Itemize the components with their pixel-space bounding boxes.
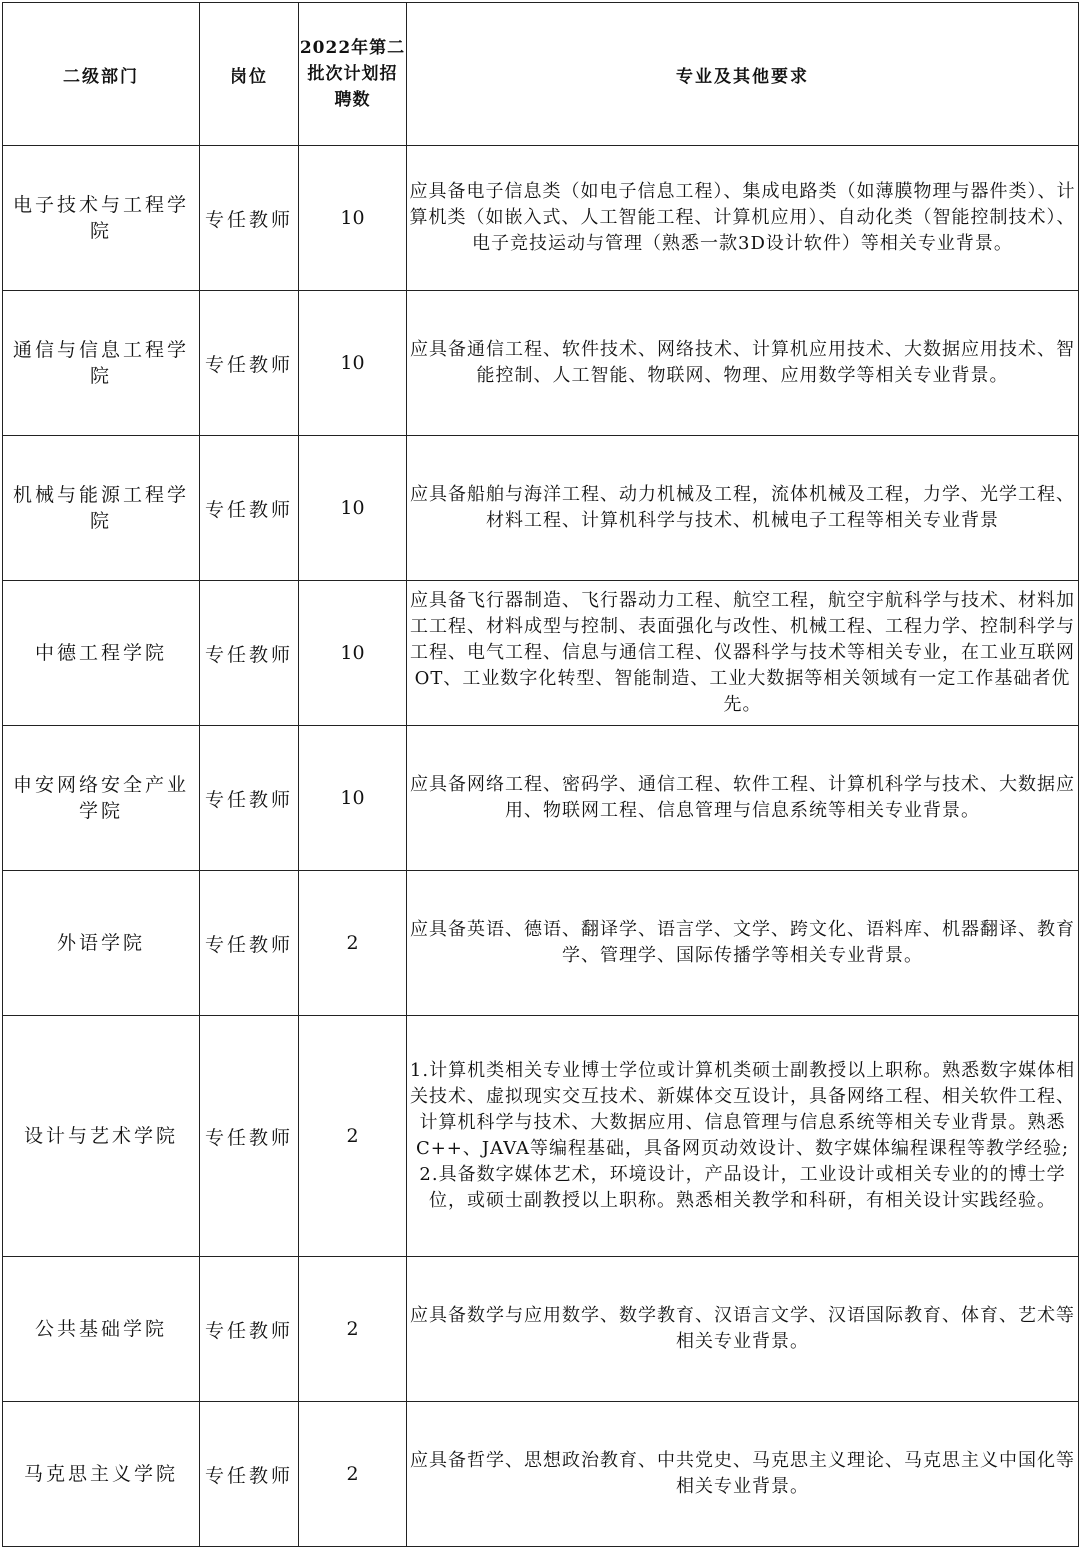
table-row bbox=[3, 436, 1079, 581]
req-cell: 应具备飞行器制造、飞行器动力工程、航空工程，航空宇航科学与技术、材料加工工程、材料成型与控制、表面强化与改性、机械工程、工程力学、控制科学与工程、电气工程、信息与通信工程、仪器科学与技术等相关专业，在工业互联网OT、工业数字化转型、智能制造、工业大数据等相关领域有一定工作基础者优先。 bbox=[407, 581, 1079, 726]
post-cell: 专任教师 bbox=[200, 1016, 299, 1257]
post-cell: 专任教师 bbox=[200, 1402, 299, 1547]
dept-cell: 马克思主义学院 bbox=[3, 1402, 200, 1547]
header-num: 2022年第二批次计划招聘数 bbox=[299, 3, 407, 146]
table-row bbox=[3, 1257, 1079, 1402]
num-cell: 10 bbox=[299, 581, 407, 726]
table-row bbox=[3, 581, 1079, 726]
recruitment-table bbox=[2, 2, 1079, 1547]
num-cell: 10 bbox=[299, 146, 407, 291]
dept-cell: 机械与能源工程学院 bbox=[3, 436, 200, 581]
post-cell: 专任教师 bbox=[200, 436, 299, 581]
num-cell: 10 bbox=[299, 291, 407, 436]
num-cell: 10 bbox=[299, 726, 407, 871]
num-cell: 2 bbox=[299, 1257, 407, 1402]
table-row bbox=[3, 1402, 1079, 1547]
table-row bbox=[3, 291, 1079, 436]
header-row bbox=[3, 3, 1079, 146]
table-row bbox=[3, 726, 1079, 871]
num-cell: 10 bbox=[299, 436, 407, 581]
post-cell: 专任教师 bbox=[200, 146, 299, 291]
dept-cell: 公共基础学院 bbox=[3, 1257, 200, 1402]
num-cell: 2 bbox=[299, 871, 407, 1016]
dept-cell: 外语学院 bbox=[3, 871, 200, 1016]
req-cell: 应具备船舶与海洋工程、动力机械及工程，流体机械及工程，力学、光学工程、材料工程、计算机科学与技术、机械电子工程等相关专业背景 bbox=[407, 436, 1079, 581]
post-cell: 专任教师 bbox=[200, 1257, 299, 1402]
num-cell: 2 bbox=[299, 1016, 407, 1257]
post-cell: 专任教师 bbox=[200, 581, 299, 726]
dept-cell: 通信与信息工程学院 bbox=[3, 291, 200, 436]
header-req: 专业及其他要求 bbox=[407, 3, 1079, 146]
req-cell: 应具备网络工程、密码学、通信工程、软件工程、计算机科学与技术、大数据应用、物联网工程、信息管理与信息系统等相关专业背景。 bbox=[407, 726, 1079, 871]
req-cell: 应具备数学与应用数学、数学教育、汉语言文学、汉语国际教育、体育、艺术等相关专业背景。 bbox=[407, 1257, 1079, 1402]
req-cell: 应具备电子信息类（如电子信息工程）、集成电路类（如薄膜物理与器件类）、计算机类（如嵌入式、人工智能工程、计算机应用）、自动化类（智能控制技术）、电子竞技运动与管理（熟悉一款3D设计软件）等相关专业背景。 bbox=[407, 146, 1079, 291]
post-cell: 专任教师 bbox=[200, 726, 299, 871]
req-cell: 应具备英语、德语、翻译学、语言学、文学、跨文化、语料库、机器翻译、教育学、管理学、国际传播学等相关专业背景。 bbox=[407, 871, 1079, 1016]
req-cell: 1.计算机类相关专业博士学位或计算机类硕士副教授以上职称。熟悉数字媒体相关技术、虚拟现实交互技术、新媒体交互设计，具备网络工程、相关软件工程、计算机科学与技术、大数据应用、信息管理与信息系统等相关专业背景。熟悉C++、JAVA等编程基础，具备网页动效设计、数字媒体编程课程等教学经验; 2.具备数字媒体艺术，环境设计，产品设计，工业设计或相关专业的的博士学位，或硕士副教授以上职称。熟悉相关教学和科研，有相关设计实践经验。 bbox=[407, 1016, 1079, 1257]
header-post: 岗位 bbox=[200, 3, 299, 146]
table-row bbox=[3, 871, 1079, 1016]
post-cell: 专任教师 bbox=[200, 291, 299, 436]
num-cell: 2 bbox=[299, 1402, 407, 1547]
table-row bbox=[3, 1016, 1079, 1257]
req-cell: 应具备通信工程、软件技术、网络技术、计算机应用技术、大数据应用技术、智能控制、人工智能、物联网、物理、应用数学等相关专业背景。 bbox=[407, 291, 1079, 436]
post-cell: 专任教师 bbox=[200, 871, 299, 1016]
req-cell: 应具备哲学、思想政治教育、中共党史、马克思主义理论、马克思主义中国化等相关专业背景。 bbox=[407, 1402, 1079, 1547]
dept-cell: 电子技术与工程学院 bbox=[3, 146, 200, 291]
dept-cell: 申安网络安全产业学院 bbox=[3, 726, 200, 871]
table-row bbox=[3, 146, 1079, 291]
dept-cell: 中德工程学院 bbox=[3, 581, 200, 726]
header-dept: 二级部门 bbox=[3, 3, 200, 146]
dept-cell: 设计与艺术学院 bbox=[3, 1016, 200, 1257]
